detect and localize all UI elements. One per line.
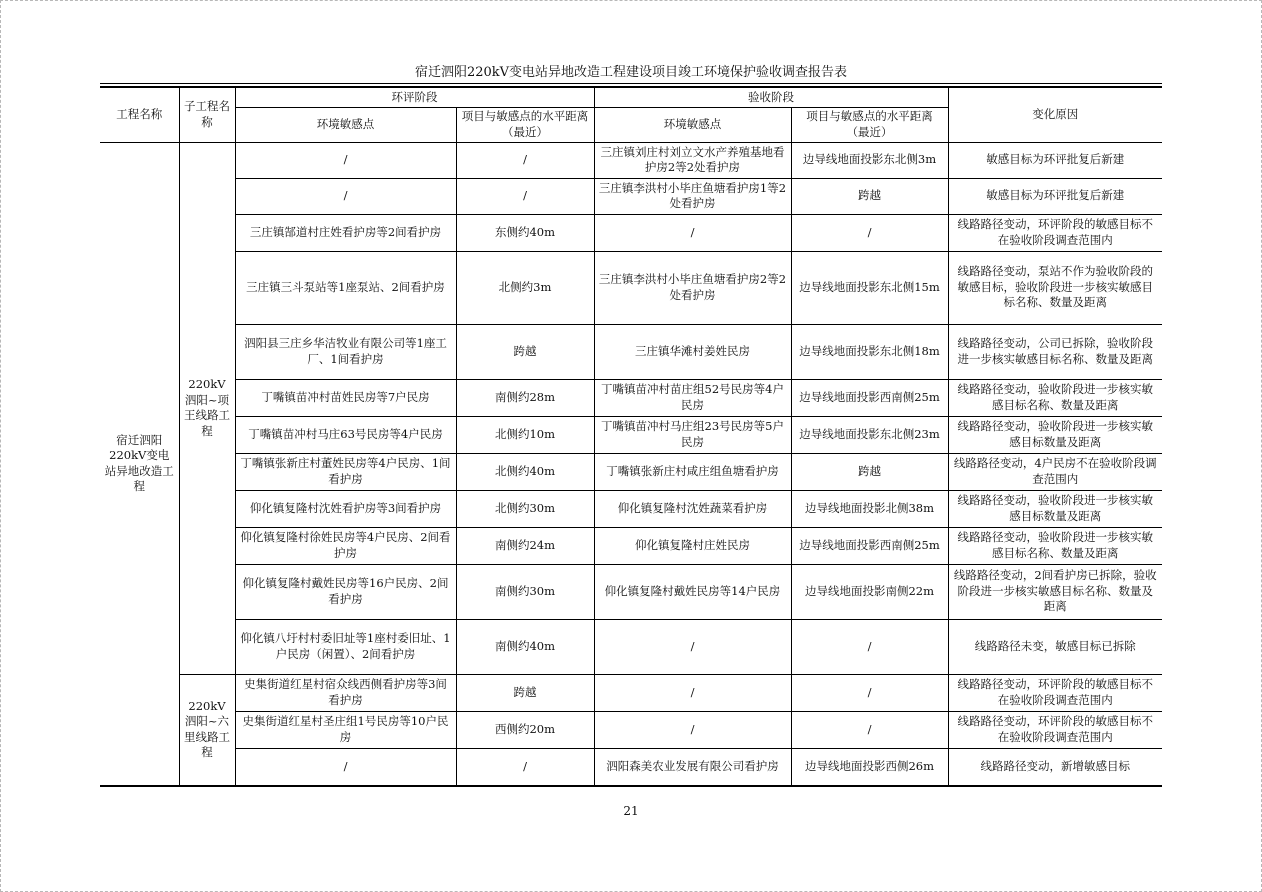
sub-project-cell: 220kV泗阳~六里线路工程 xyxy=(179,674,235,786)
acc-point-cell: 仰化镇复隆村庄姓民房 xyxy=(594,527,791,564)
change-reason-cell: 线路路径变动，4户民房不在验收阶段调查范围内 xyxy=(948,453,1162,490)
acc-point-cell: / xyxy=(594,711,791,748)
header-eia-sensitive-point: 环境敏感点 xyxy=(235,107,456,142)
header-acc-distance: 项目与敏感点的水平距离（最近） xyxy=(791,107,948,142)
eia-point-cell: 丁嘴镇苗冲村马庄63号民房等4户民房 xyxy=(235,416,456,453)
table-row xyxy=(100,619,1162,674)
change-reason-cell: 敏感目标为环评批复后新建 xyxy=(948,142,1162,178)
table-row xyxy=(100,178,1162,214)
header-eia-distance: 项目与敏感点的水平距离（最近） xyxy=(456,107,594,142)
table-row xyxy=(100,674,1162,711)
table-row xyxy=(100,453,1162,490)
table-row xyxy=(100,490,1162,527)
table-row xyxy=(100,142,1162,178)
acc-distance-cell: 边导线地面投影东北侧23m xyxy=(791,416,948,453)
eia-distance-cell: 南侧约40m xyxy=(456,619,594,674)
eia-point-cell: 仰化镇复隆村戴姓民房等16户民房、2间看护房 xyxy=(235,564,456,619)
change-reason-cell: 线路路径变动，验收阶段进一步核实敏感目标名称、数量及距离 xyxy=(948,527,1162,564)
eia-point-cell: 仰化镇八圩村村委旧址等1座村委旧址、1户民房（闲置）、2间看护房 xyxy=(235,619,456,674)
acc-point-cell: / xyxy=(594,619,791,674)
table-row xyxy=(100,564,1162,619)
eia-distance-cell: 北侧约3m xyxy=(456,251,594,324)
acc-distance-cell: / xyxy=(791,711,948,748)
change-reason-cell: 线路路径变动，新增敏感目标 xyxy=(948,748,1162,786)
eia-point-cell: 丁嘴镇张新庄村董姓民房等4户民房、1间看护房 xyxy=(235,453,456,490)
acc-distance-cell: 跨越 xyxy=(791,178,948,214)
header-acceptance-stage: 验收阶段 xyxy=(594,87,948,107)
document-title: 宿迁泗阳220kV变电站异地改造工程建设项目竣工环境保护验收调查报告表 xyxy=(414,65,848,80)
header-sub-project: 子工程名称 xyxy=(179,87,235,142)
eia-distance-cell: / xyxy=(456,142,594,178)
eia-distance-cell: 北侧约30m xyxy=(456,490,594,527)
eia-point-cell: / xyxy=(235,142,456,178)
table-row xyxy=(100,324,1162,379)
acc-point-cell: 丁嘴镇苗冲村苗庄组52号民房等4户民房 xyxy=(594,379,791,416)
acc-point-cell: 丁嘴镇苗冲村马庄组23号民房等5户民房 xyxy=(594,416,791,453)
acc-distance-cell: 边导线地面投影北侧38m xyxy=(791,490,948,527)
header-eia-stage: 环评阶段 xyxy=(235,87,594,107)
change-reason-cell: 线路路径变动，验收阶段进一步核实敏感目标数量及距离 xyxy=(948,416,1162,453)
acc-point-cell: / xyxy=(594,214,791,251)
change-reason-cell: 线路路径变动，公司已拆除，验收阶段进一步核实敏感目标名称、数量及距离 xyxy=(948,324,1162,379)
change-reason-cell: 线路路径变动，泵站不作为验收阶段的敏感目标，验收阶段进一步核实敏感目标名称、数量及距离 xyxy=(948,251,1162,324)
table-row xyxy=(100,748,1162,786)
acc-distance-cell: / xyxy=(791,674,948,711)
acc-distance-cell: / xyxy=(791,214,948,251)
change-reason-cell: 线路路径变动，验收阶段进一步核实敏感目标数量及距离 xyxy=(948,490,1162,527)
eia-point-cell: 三庄镇三斗泵站等1座泵站、2间看护房 xyxy=(235,251,456,324)
eia-point-cell: 史集街道红星村圣庄组1号民房等10户民房 xyxy=(235,711,456,748)
acc-distance-cell: 边导线地面投影西侧26m xyxy=(791,748,948,786)
acc-distance-cell: 边导线地面投影东北侧3m xyxy=(791,142,948,178)
eia-distance-cell: 跨越 xyxy=(456,324,594,379)
eia-point-cell: 仰化镇复隆村沈姓看护房等3间看护房 xyxy=(235,490,456,527)
eia-distance-cell: / xyxy=(456,178,594,214)
acc-distance-cell: / xyxy=(791,619,948,674)
acc-distance-cell: 跨越 xyxy=(791,453,948,490)
title-rule xyxy=(100,83,1162,84)
change-reason-cell: 线路路径未变，敏感目标已拆除 xyxy=(948,619,1162,674)
acc-point-cell: 三庄镇李洪村小毕庄鱼塘看护房2等2处看护房 xyxy=(594,251,791,324)
eia-point-cell: 史集街道红星村宿众线西侧看护房等3间看护房 xyxy=(235,674,456,711)
eia-distance-cell: 跨越 xyxy=(456,674,594,711)
acc-point-cell: 三庄镇李洪村小毕庄鱼塘看护房1等2处看护房 xyxy=(594,178,791,214)
table-row xyxy=(100,251,1162,324)
eia-distance-cell: 东侧约40m xyxy=(456,214,594,251)
change-reason-cell: 线路路径变动，验收阶段进一步核实敏感目标名称、数量及距离 xyxy=(948,379,1162,416)
table-row xyxy=(100,214,1162,251)
acc-point-cell: 泗阳森美农业发展有限公司看护房 xyxy=(594,748,791,786)
eia-distance-cell: 南侧约30m xyxy=(456,564,594,619)
table-row xyxy=(100,416,1162,453)
eia-distance-cell: 北侧约40m xyxy=(456,453,594,490)
change-reason-cell: 线路路径变动，环评阶段的敏感目标不在验收阶段调查范围内 xyxy=(948,214,1162,251)
sensitive-points-table xyxy=(100,86,1162,787)
table-row xyxy=(100,527,1162,564)
eia-point-cell: 丁嘴镇苗冲村苗姓民房等7户民房 xyxy=(235,379,456,416)
page-number: 21 xyxy=(623,804,639,818)
change-reason-cell: 线路路径变动，2间看护房已拆除，验收阶段进一步核实敏感目标名称、数量及距离 xyxy=(948,564,1162,619)
header-change-reason: 变化原因 xyxy=(948,87,1162,142)
eia-point-cell: 三庄镇郜道村庄姓看护房等2间看护房 xyxy=(235,214,456,251)
header-row-1 xyxy=(100,87,1162,107)
acc-distance-cell: 边导线地面投影南侧22m xyxy=(791,564,948,619)
header-project-name: 工程名称 xyxy=(100,87,179,142)
eia-distance-cell: 西侧约20m xyxy=(456,711,594,748)
acc-distance-cell: 边导线地面投影东北侧15m xyxy=(791,251,948,324)
eia-distance-cell: 南侧约24m xyxy=(456,527,594,564)
change-reason-cell: 线路路径变动，环评阶段的敏感目标不在验收阶段调查范围内 xyxy=(948,674,1162,711)
acc-distance-cell: 边导线地面投影东北侧18m xyxy=(791,324,948,379)
acc-point-cell: 三庄镇刘庄村刘立文水产养殖基地看护房2等2处看护房 xyxy=(594,142,791,178)
acc-distance-cell: 边导线地面投影西南侧25m xyxy=(791,527,948,564)
eia-distance-cell: 北侧约10m xyxy=(456,416,594,453)
eia-point-cell: 仰化镇复隆村徐姓民房等4户民房、2间看护房 xyxy=(235,527,456,564)
change-reason-cell: 敏感目标为环评批复后新建 xyxy=(948,178,1162,214)
acc-point-cell: 三庄镇华滩村姜姓民房 xyxy=(594,324,791,379)
sub-project-cell: 220kV泗阳~项王线路工程 xyxy=(179,142,235,674)
eia-point-cell: 泗阳县三庄乡华洁牧业有限公司等1座工厂、1间看护房 xyxy=(235,324,456,379)
project-name-cell: 宿迁泗阳220kV变电站异地改造工程 xyxy=(100,142,179,786)
eia-point-cell: / xyxy=(235,178,456,214)
eia-point-cell: / xyxy=(235,748,456,786)
table-row xyxy=(100,379,1162,416)
acc-distance-cell: 边导线地面投影西南侧25m xyxy=(791,379,948,416)
eia-distance-cell: 南侧约28m xyxy=(456,379,594,416)
acc-point-cell: 仰化镇复隆村沈姓蔬菜看护房 xyxy=(594,490,791,527)
acc-point-cell: / xyxy=(594,674,791,711)
header-acc-sensitive-point: 环境敏感点 xyxy=(594,107,791,142)
table-row xyxy=(100,711,1162,748)
acc-point-cell: 丁嘴镇张新庄村咸庄组鱼塘看护房 xyxy=(594,453,791,490)
change-reason-cell: 线路路径变动，环评阶段的敏感目标不在验收阶段调查范围内 xyxy=(948,711,1162,748)
eia-distance-cell: / xyxy=(456,748,594,786)
acc-point-cell: 仰化镇复隆村戴姓民房等14户民房 xyxy=(594,564,791,619)
